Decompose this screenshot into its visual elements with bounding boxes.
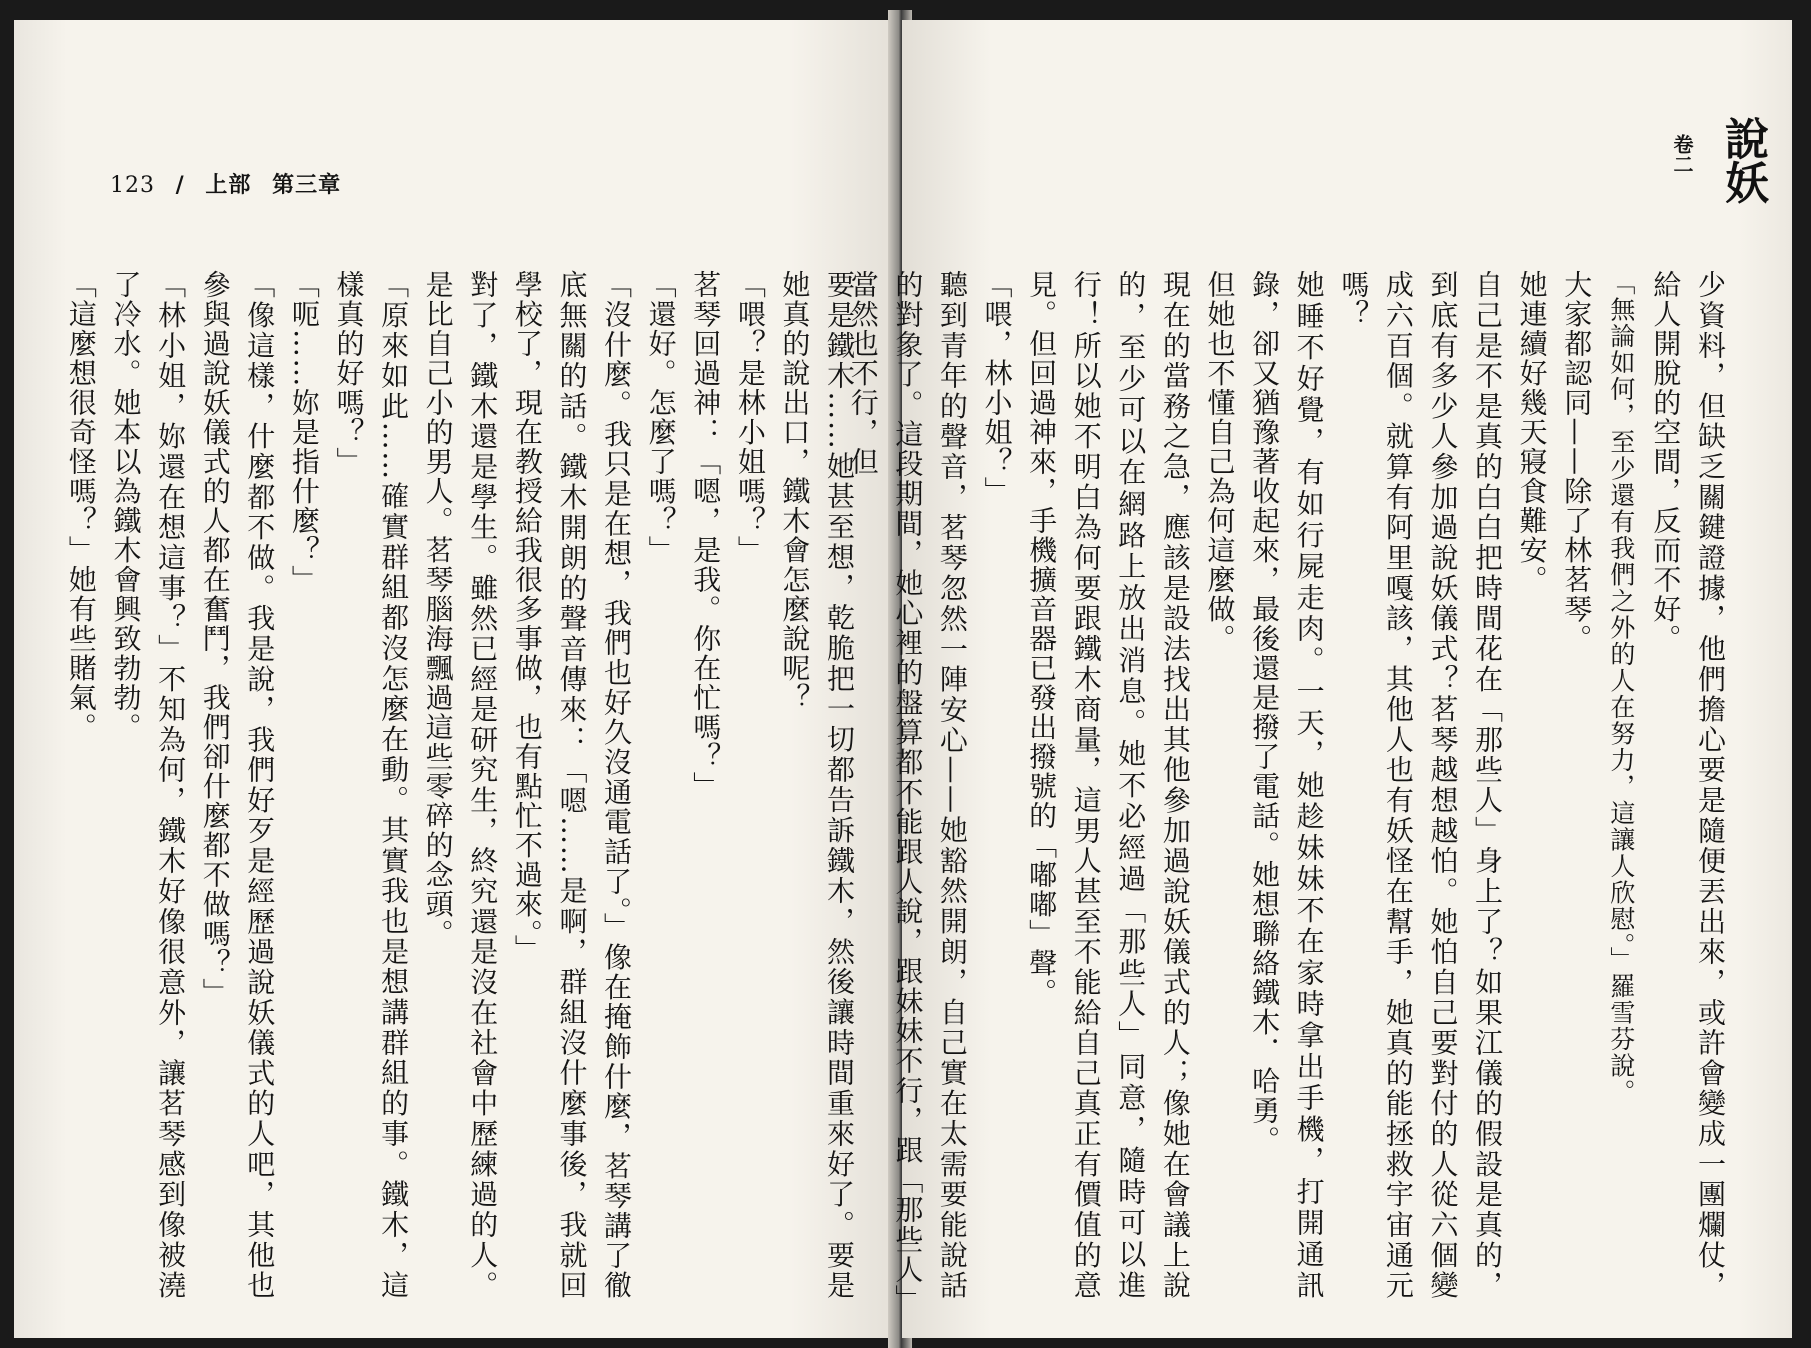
paragraph: 「沒什麼。我只是在想，我們也好久沒通電話了。」像在掩飾什麼，茗琴講了徹底無關的話。鐵木開朗的聲音傳來：「嗯……是啊，群組沒什麼事後，我就回學校了，現在教授給我很多事做，也有點忙不過來。」 [510, 270, 634, 1300]
chapter-label: 第三章 [272, 172, 342, 198]
left-page [14, 20, 896, 1338]
page-number: 123 [110, 173, 155, 198]
paragraph: 但她也不懂自己為何這麼做。 [1203, 270, 1237, 654]
paragraph: 要是鐵木……她甚至想，乾脆把一切都告訴鐵木，然後讓時間重來好了。要是她真的說出口，鐵木會怎麼說呢？ [778, 270, 856, 1300]
paragraph: 「喂，林小姐？」 [980, 270, 1014, 506]
volume-mark [1660, 116, 1770, 236]
paragraph: 「喂？是林小姐嗎？」 [733, 270, 767, 565]
paragraph: 茗琴回過神：「嗯，是我。你在忙嗎？」 [689, 270, 723, 801]
paragraph: 大家都認同——除了林茗琴。 [1560, 270, 1594, 654]
paragraph: 聽到青年的聲音，茗琴忽然一陣安心——她豁然開朗，自己實在太需要能說話的對象了。這段期間，她心裡的盤算都不能跟人說，跟妹妹不行，跟「那些人」當然也不行，但 [846, 270, 969, 1300]
paragraph: 自己是不是真的白白把時間花在「那些人」身上了？如果江儀的假設是真的，到底有多少人參加過說妖儀式？茗琴越想越怕。她怕自己要對付的人從六個變成六百個。就算有阿里嘎該，其他人也有妖怪在幫手，她真的能拯救宇宙通元嗎？ [1337, 270, 1505, 1300]
paragraph: 「還好。怎麼了嗎？」 [644, 270, 678, 565]
paragraph: 「林小姐，妳還在想這事？」不知為何，鐵木好像很意外，讓茗琴感到像被澆了冷水。她本以為鐵木會興致勃勃。 [109, 270, 188, 1300]
section-label: 上部 [205, 172, 252, 198]
header-separator: / [175, 172, 185, 198]
right-page [846, 20, 1792, 1338]
paragraph: 少資料，但缺乏關鍵證據，他們擔心要是隨便丟出來，或許會變成一團爛仗，給人開脫的空間，反而不好。 [1649, 270, 1727, 1300]
paragraph: 她連續好幾天寢食難安。 [1515, 270, 1549, 595]
right-body-text [846, 270, 1732, 1300]
volume-label: 卷二 [1670, 134, 1694, 174]
paragraph: 「這麼想很奇怪嗎？」她有些賭氣。 [64, 270, 98, 742]
paragraph: 「呃……妳是指什麼？」 [287, 270, 321, 595]
running-header [110, 168, 353, 199]
left-body-text [64, 270, 861, 1300]
paragraph: 她睡不好覺，有如行屍走肉。一天，她趁妹妹不在家時拿出手機，打開通訊錄，卻又猶豫著收起來，最後還是撥了電話。她想聯絡鐵木．哈勇。 [1248, 270, 1326, 1300]
paragraph: 「像這樣，什麼都不做。我是說，我們好歹是經歷過說妖儀式的人吧，其他也參與過說妖儀式的人都在奮鬥，我們卻什麼都不做嗎？」 [198, 270, 277, 1300]
paragraph: 「無論如何，至少還有我們之外的人在努力，這讓人欣慰。」羅雪芬說。 [1606, 270, 1636, 1106]
paragraph: 「原來如此……確實群組都沒怎麼在動。其實我也是想講群組的事。鐵木，這樣真的好嗎？」 [332, 270, 411, 1300]
paragraph: 現在的當務之急，應該是設法找出其他參加過說妖儀式的人；像她在會議上說的，至少可以在網路上放出消息。她不必經過「那些人」同意，隨時可以進行！所以她不明白為何要跟鐵木商量，這男人甚至不能給自己真正有價值的意見。但回過神來，手機擴音器已發出撥號的「嘟嘟」聲。 [1025, 270, 1192, 1300]
book-logo: 說妖 [1717, 116, 1768, 204]
paragraph: 對了，鐵木還是學生。雖然已經是研究生，終究還是沒在社會中歷練過的人。是比自己小的男人。茗琴腦海飄過這些零碎的念頭。 [421, 270, 500, 1300]
